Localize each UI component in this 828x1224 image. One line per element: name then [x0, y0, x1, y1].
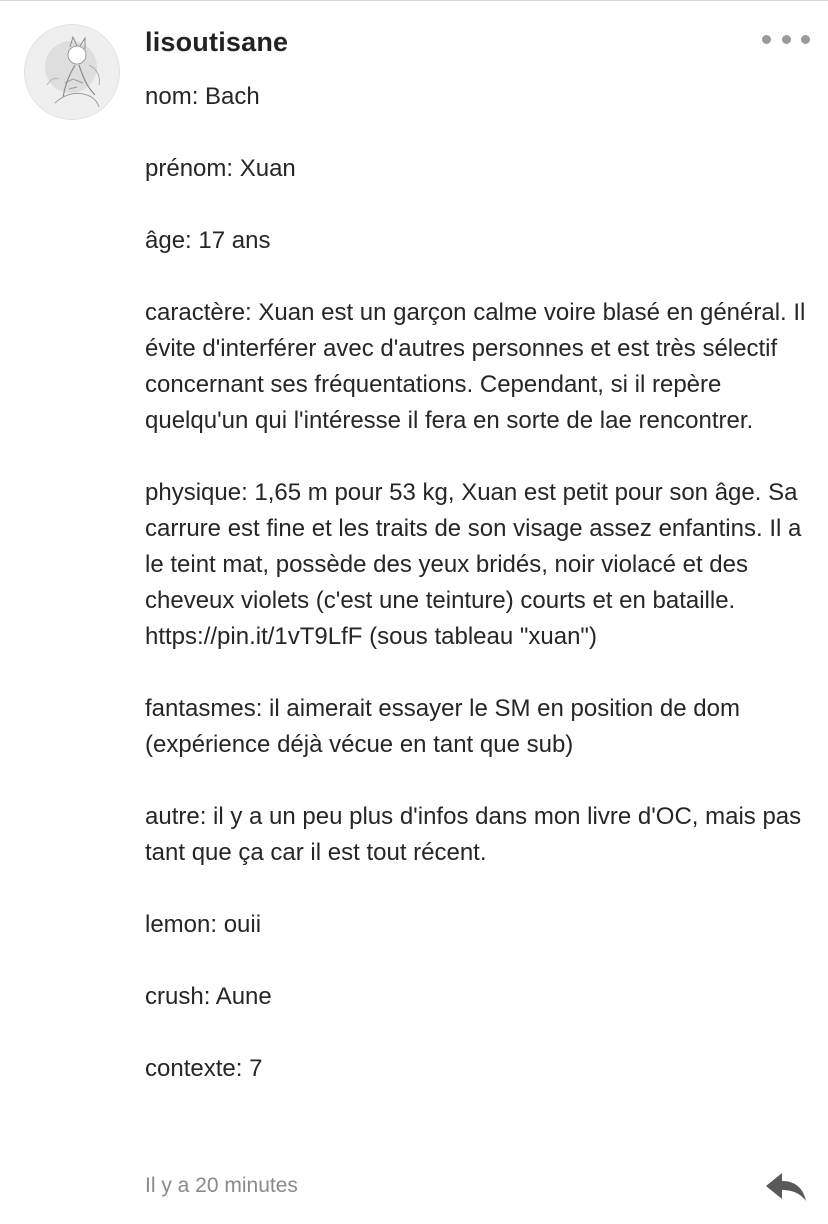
comment-line-nom: nom: Bach	[145, 83, 260, 110]
reply-button[interactable]	[762, 1168, 810, 1208]
physique-text: physique: 1,65 m pour 53 kg, Xuan est petit pour son âge. Sa carrure est fine et les traits de son visage assez enfantins. Il a le teint mat, possède des yeux bridés, noir violacé et des cheveux violets (c'est une teinture) courts et en bataille.	[145, 479, 802, 614]
comment-line-caractere: caractère: Xuan est un garçon calme voire blasé en général. Il évite d'interférer avec d'autres personnes et est très sélectif concernant ses fréquentations. Cependant, si il repère quelqu'un qui l'intéresse il fera en sorte de lae rencontrer.	[145, 299, 806, 434]
comment-body	[145, 79, 810, 1087]
more-dot-icon	[801, 35, 810, 44]
comment-line-prenom: prénom: Xuan	[145, 155, 296, 182]
more-dot-icon	[782, 35, 791, 44]
reply-arrow-icon	[762, 1168, 810, 1208]
comment-timestamp: Il y a 20 minutes	[145, 1174, 298, 1197]
comment-line-contexte: contexte: 7	[145, 1055, 263, 1082]
more-dot-icon	[762, 35, 771, 44]
comment-line-crush: crush: Aune	[145, 983, 272, 1010]
comment-line-age: âge: 17 ans	[145, 227, 271, 254]
more-options-button[interactable]	[762, 28, 810, 50]
author-username[interactable]: lisoutisane	[145, 27, 289, 57]
link-suffix: (sous tableau "xuan")	[362, 623, 597, 650]
pinterest-link[interactable]: https://pin.it/1vT9LfF	[145, 623, 363, 650]
comment-line-physique	[145, 475, 810, 655]
comment-line-fantasmes: fantasmes: il aimerait essayer le SM en position de dom (expérience déjà vécue en tant que sub)	[145, 695, 740, 758]
comment-line-lemon: lemon: ouii	[145, 911, 262, 938]
avatar-drawing-icon	[25, 25, 120, 120]
author-avatar[interactable]	[24, 24, 120, 120]
comment-line-autre: autre: il y a un peu plus d'infos dans mon livre d'OC, mais pas tant que ça car il est tout récent.	[145, 803, 802, 866]
